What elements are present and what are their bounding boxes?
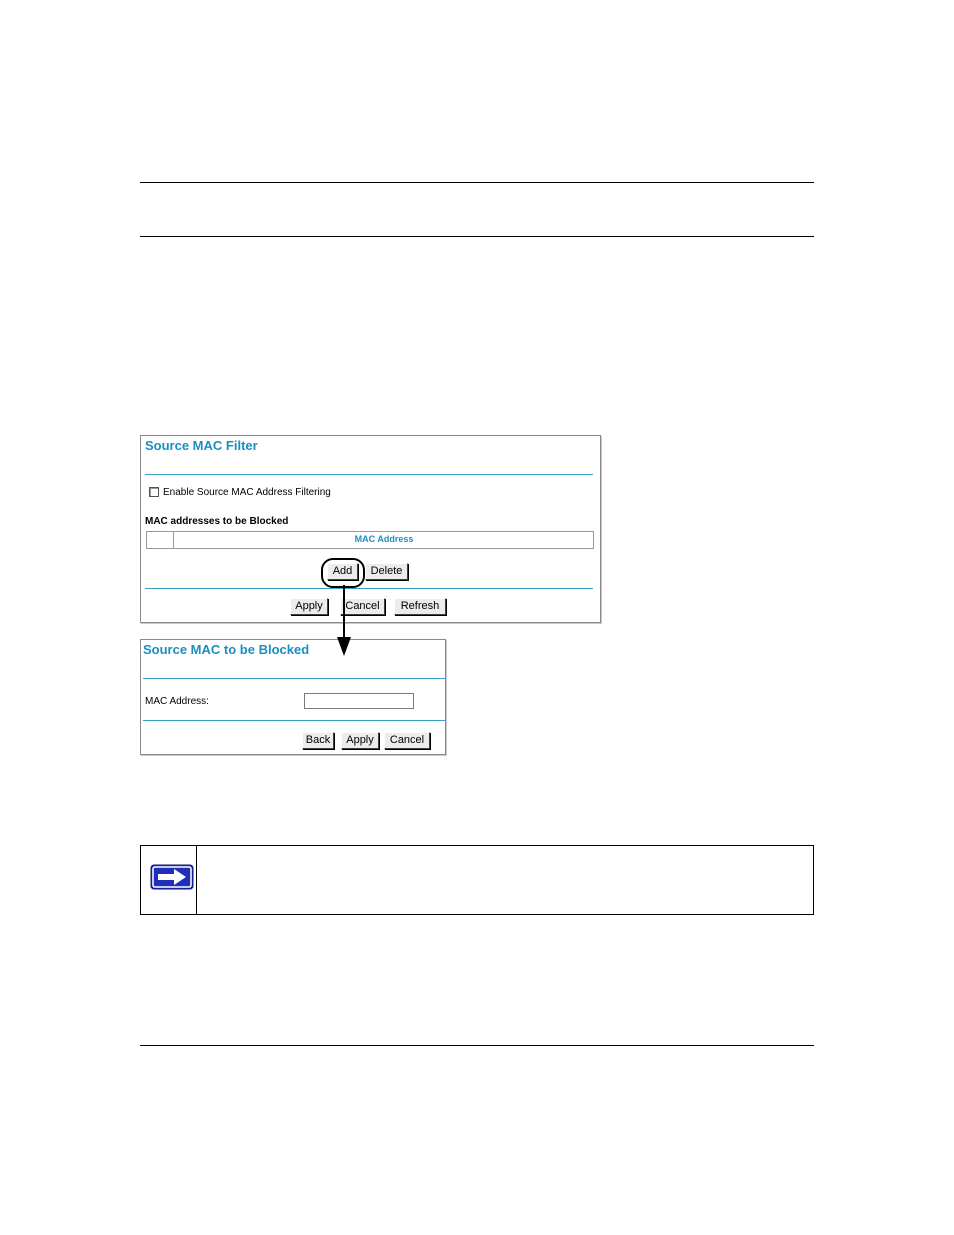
enable-filtering-checkbox[interactable] (149, 487, 159, 497)
mac-address-label: MAC Address: (145, 696, 209, 707)
source-mac-blocked-panel (140, 639, 446, 755)
mac-address-column-header: MAC Address (354, 534, 414, 544)
blocked-heading: MAC addresses to be Blocked (145, 516, 289, 527)
panel-title: Source MAC Filter (145, 438, 258, 453)
back-button[interactable]: Back (302, 732, 334, 749)
divider (143, 720, 445, 721)
cancel-button[interactable]: Cancel (384, 732, 430, 749)
add-button-callout (321, 558, 365, 588)
mac-address-table (146, 531, 594, 549)
apply-button[interactable]: Apply (341, 732, 379, 749)
add-button[interactable]: Add (327, 563, 358, 580)
down-arrow-icon (337, 585, 351, 657)
enable-filtering-label: Enable Source MAC Address Filtering (163, 487, 331, 498)
header-rule-bottom (140, 236, 814, 237)
apply-button[interactable]: Apply (290, 598, 328, 615)
mac-address-input[interactable] (304, 693, 414, 709)
delete-button[interactable]: Delete (365, 563, 408, 580)
header-rule-top (140, 182, 814, 183)
divider (143, 678, 445, 679)
panel-title: Source MAC to be Blocked (143, 642, 310, 657)
divider (145, 474, 593, 475)
cancel-button[interactable]: Cancel (340, 598, 385, 615)
note-divider (196, 846, 197, 914)
footer-rule (140, 1045, 814, 1046)
right-arrow-icon (150, 864, 194, 890)
select-column (147, 532, 174, 548)
divider (145, 588, 593, 589)
note-box (140, 845, 814, 915)
refresh-button[interactable]: Refresh (394, 598, 446, 615)
source-mac-filter-panel (140, 435, 601, 623)
